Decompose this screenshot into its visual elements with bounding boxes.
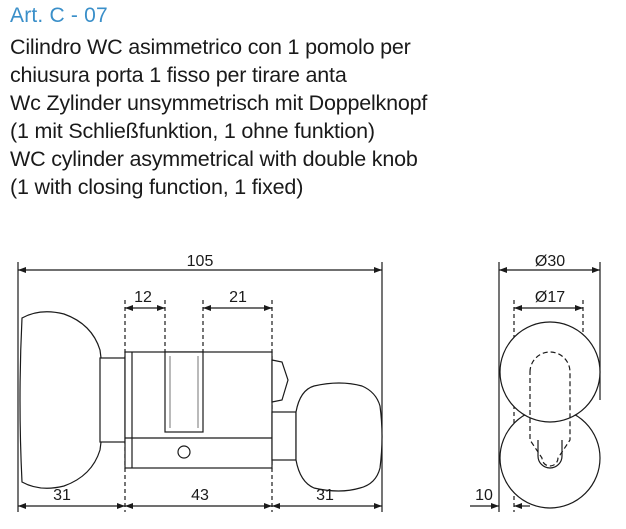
right-knob — [272, 383, 382, 491]
dimension-label-body: 43 — [191, 487, 209, 504]
description-line-de-2: (1 mit Schließfunktion, 1 ohne funktion) — [10, 119, 375, 143]
dimension-label-offset: 10 — [475, 487, 493, 504]
side-view — [18, 262, 382, 512]
dimension-label-overall: 105 — [186, 253, 214, 270]
left-knob — [20, 312, 125, 489]
description-line-en-2: (1 with closing function, 1 fixed) — [10, 175, 304, 199]
turning-knob-circle — [500, 322, 600, 422]
description-line-it-1: Cilindro WC asimmetrico con 1 pomolo per — [10, 35, 411, 59]
dimension-label-knob-diameter: Ø30 — [534, 253, 566, 270]
screw-hole — [178, 446, 190, 458]
description-line-de-1: Wc Zylinder unsymmetrisch mit Doppelknopf — [10, 91, 428, 115]
description-line-it-2: chiusura porta 1 fisso per tirare anta — [10, 63, 347, 87]
dimension-label-offset-right: 21 — [229, 289, 247, 306]
dimension-label-core-diameter: Ø17 — [534, 289, 566, 306]
dimension-label-knob-right: 31 — [316, 487, 334, 504]
dimension-label-offset-left: 12 — [134, 289, 152, 306]
description-line-en-1: WC cylinder asymmetrical with double knob — [10, 147, 418, 171]
article-code: Art. C - 07 — [10, 4, 108, 27]
fixed-knob-circle — [500, 408, 600, 508]
dimension-label-knob-left: 31 — [53, 487, 71, 504]
cylinder-body — [125, 352, 288, 468]
